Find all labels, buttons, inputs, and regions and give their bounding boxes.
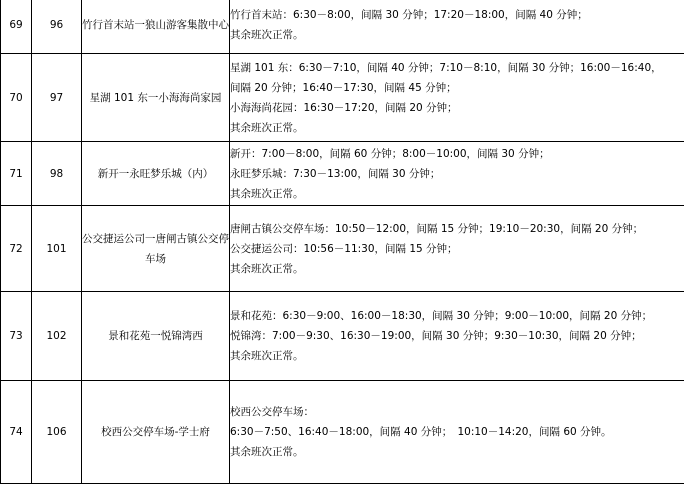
schedule-line: 星湖 101 东：6:30－7:10，间隔 40 分钟；7:10－8:10，间隔 30 分钟；16:00－16:40， bbox=[230, 58, 684, 78]
schedule-line: 悦锦湾：7:00－9:30、16:30－19:00，间隔 30 分钟；9:30－10:30，间隔 20 分钟； bbox=[230, 326, 684, 346]
schedule-cell bbox=[230, 0, 684, 54]
schedule-line: 公交捷运公司：10:56－11:30，间隔 15 分钟； bbox=[230, 239, 684, 259]
route-number: 98 bbox=[32, 142, 82, 206]
route-number: 101 bbox=[32, 206, 82, 292]
table-row bbox=[1, 0, 684, 54]
schedule-line: 景和花苑：6:30－9:00、16:00－18:30，间隔 30 分钟；9:00－10:00，间隔 20 分钟； bbox=[230, 306, 684, 326]
table-row bbox=[1, 381, 684, 484]
schedule-line: 小海海尚花园：16:30－17:20，间隔 20 分钟； bbox=[230, 98, 684, 118]
table-row bbox=[1, 54, 684, 142]
route-number: 96 bbox=[32, 0, 82, 54]
schedule-line: 间隔 20 分钟；16:40－17:30，间隔 45 分钟； bbox=[230, 78, 684, 98]
route-number: 97 bbox=[32, 54, 82, 142]
schedule-cell bbox=[230, 142, 684, 206]
schedule-line: 其余班次正常。 bbox=[230, 346, 684, 366]
schedule-cell bbox=[230, 381, 684, 484]
route-number: 102 bbox=[32, 292, 82, 381]
row-seq: 70 bbox=[1, 54, 32, 142]
row-seq: 73 bbox=[1, 292, 32, 381]
schedule-line: 校西公交停车场： bbox=[230, 402, 684, 422]
schedule-line: 竹行首末站：6:30－8:00，间隔 30 分钟；17:20－18:00，间隔 40 分钟； bbox=[230, 5, 684, 25]
schedule-line: 唐闸古镇公交停车场：10:50－12:00，间隔 15 分钟；19:10－20:30，间隔 20 分钟； bbox=[230, 219, 684, 239]
route-name: 景和花苑一悦锦湾西 bbox=[82, 292, 230, 381]
route-name: 竹行首末站一狼山游客集散中心 bbox=[82, 0, 230, 54]
table-row bbox=[1, 206, 684, 292]
schedule-line: 其余班次正常。 bbox=[230, 25, 684, 45]
schedule-line: 其余班次正常。 bbox=[230, 118, 684, 138]
schedule-line: 其余班次正常。 bbox=[230, 442, 684, 462]
row-seq: 69 bbox=[1, 0, 32, 54]
row-seq: 72 bbox=[1, 206, 32, 292]
schedule-line: 其余班次正常。 bbox=[230, 184, 684, 204]
route-name: 公交捷运公司一唐闸古镇公交停车场 bbox=[82, 206, 230, 292]
row-seq: 74 bbox=[1, 381, 32, 484]
schedule-line: 其余班次正常。 bbox=[230, 259, 684, 279]
table-row bbox=[1, 142, 684, 206]
route-number: 106 bbox=[32, 381, 82, 484]
route-name: 新开一永旺梦乐城（内） bbox=[82, 142, 230, 206]
route-name: 星湖 101 东一小海海尚家园 bbox=[82, 54, 230, 142]
table-row bbox=[1, 292, 684, 381]
schedule-cell bbox=[230, 206, 684, 292]
route-name: 校西公交停车场-学士府 bbox=[82, 381, 230, 484]
schedule-line: 新开：7:00－8:00，间隔 60 分钟；8:00－10:00，间隔 30 分钟； bbox=[230, 144, 684, 164]
schedule-line: 永旺梦乐城：7:30－13:00，间隔 30 分钟； bbox=[230, 164, 684, 184]
row-seq: 71 bbox=[1, 142, 32, 206]
schedule-cell bbox=[230, 292, 684, 381]
schedule-line: 6:30－7:50、16:40－18:00，间隔 40 分钟； 10:10－14:20，间隔 60 分钟。 bbox=[230, 422, 684, 442]
schedule-cell bbox=[230, 54, 684, 142]
